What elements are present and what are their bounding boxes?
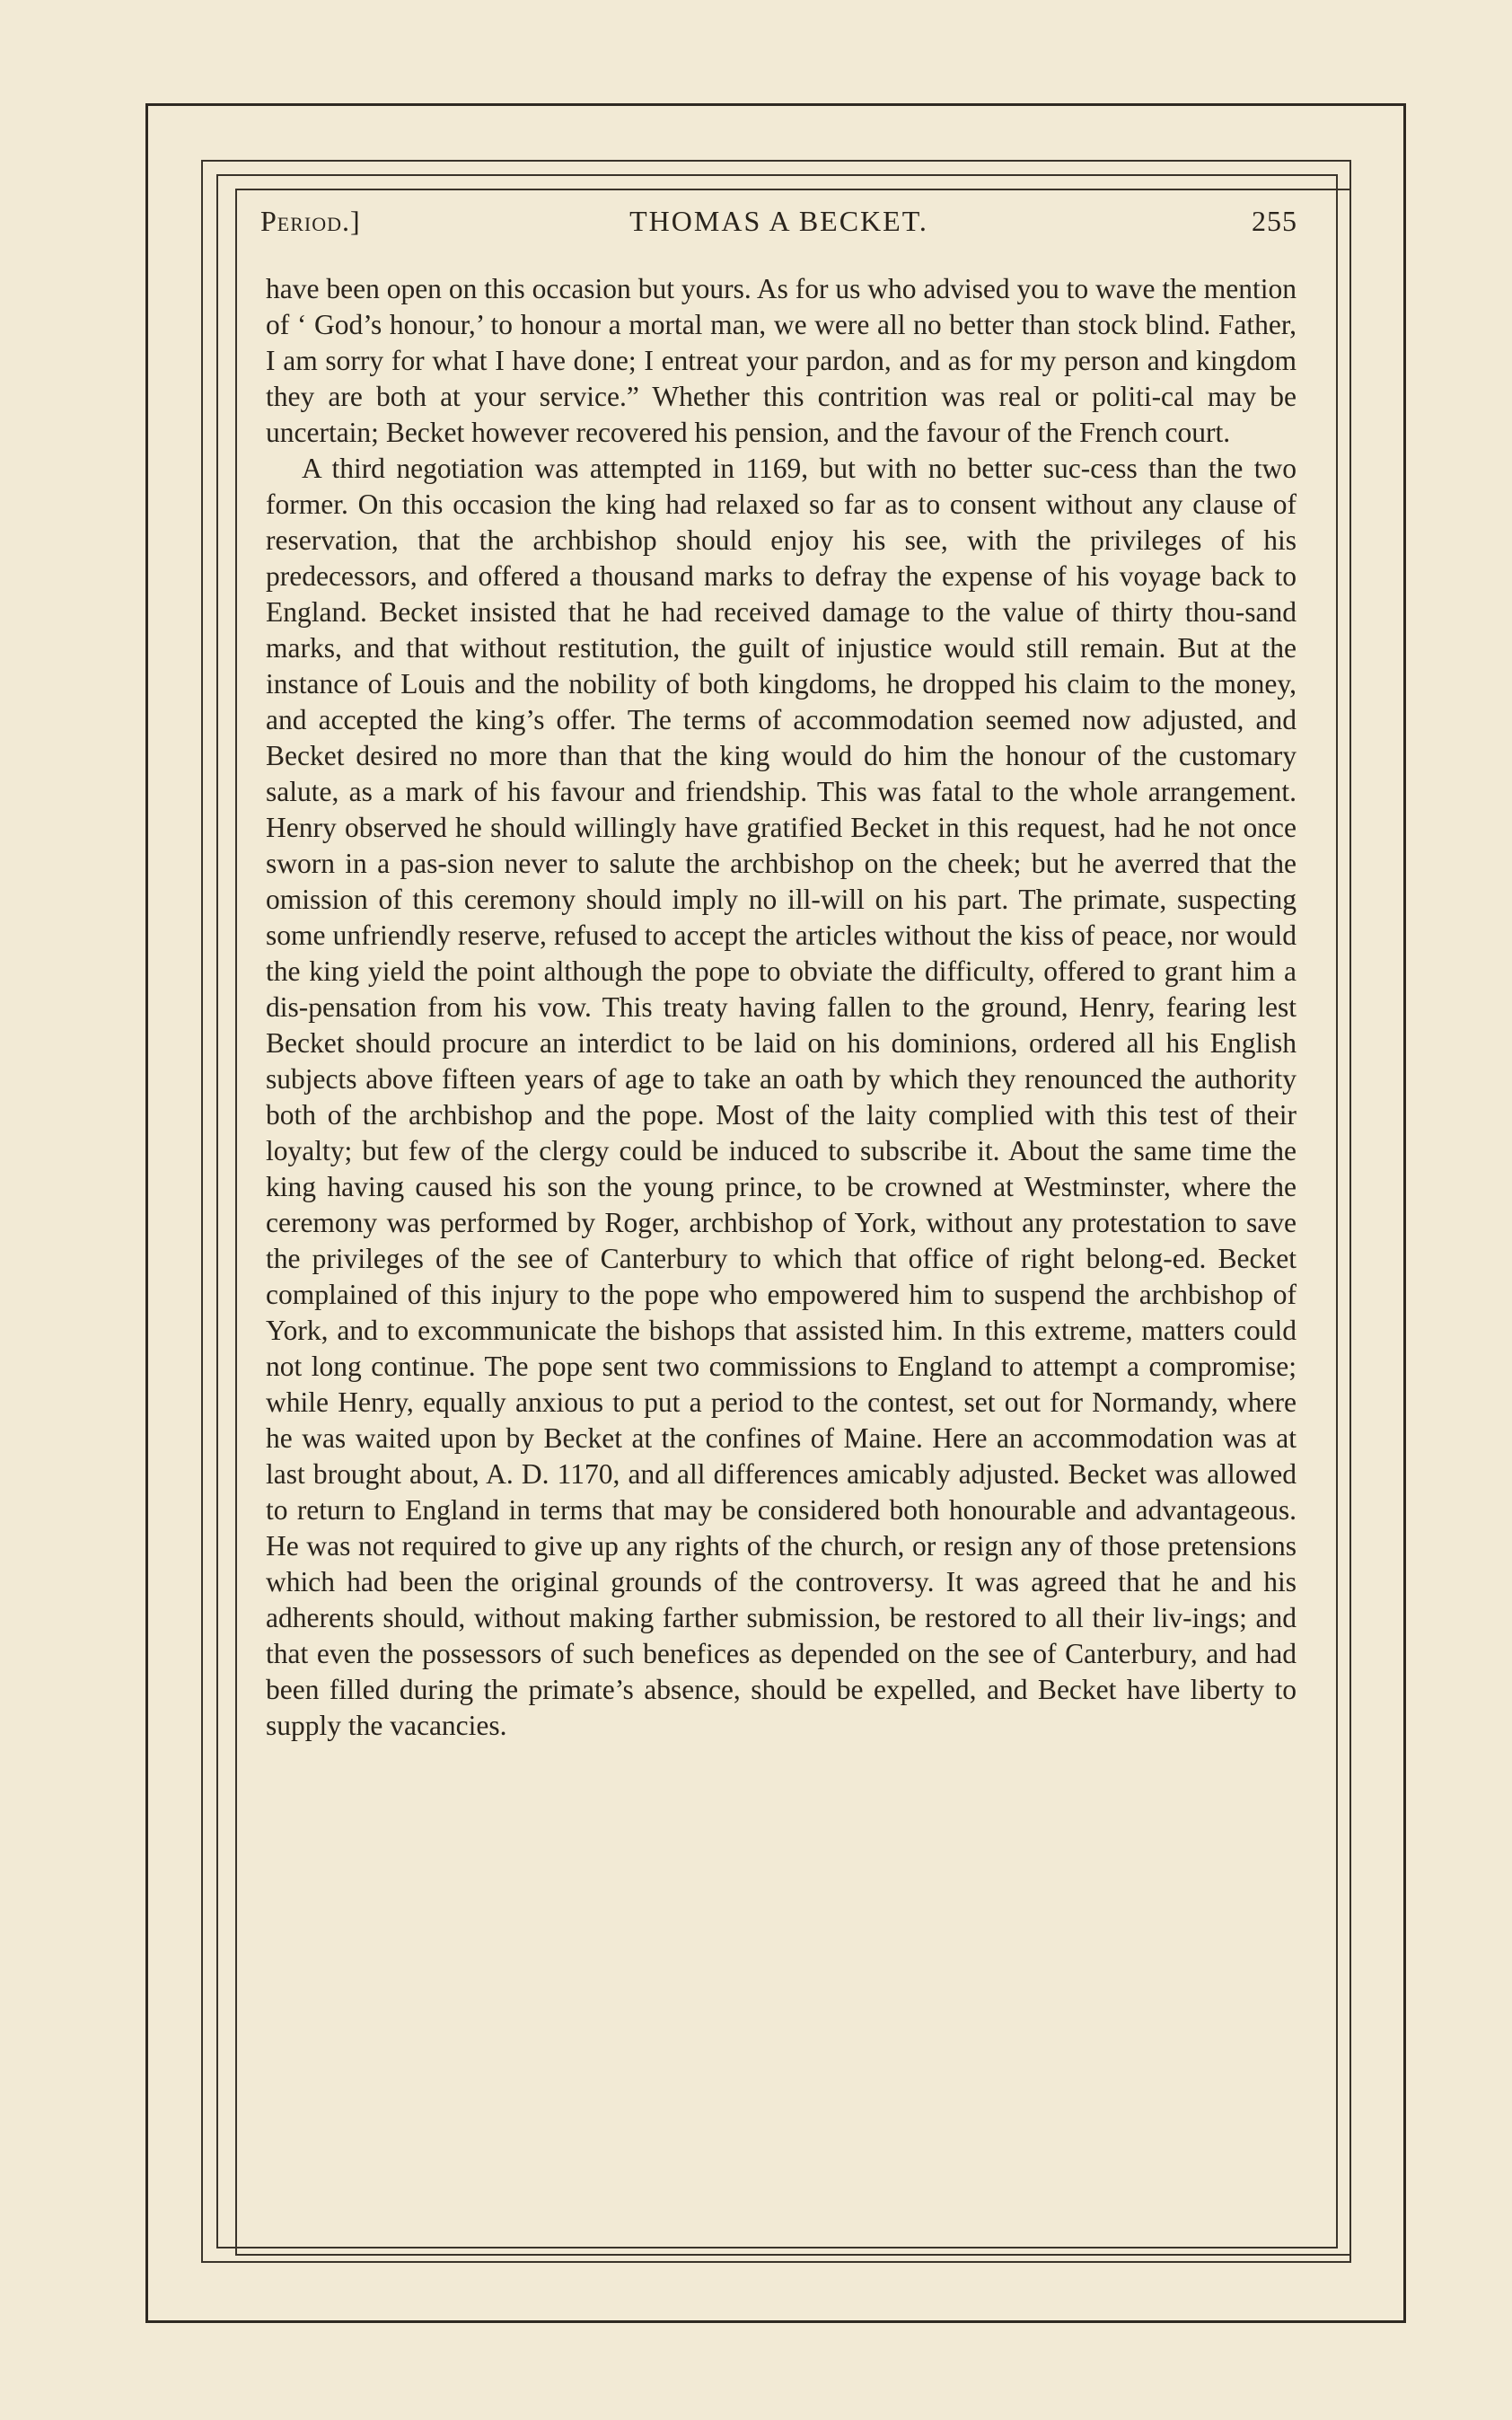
body-text — [266, 271, 1297, 1744]
paragraph-2: A third negotiation was attempted in 1169, but with no better suc-cess than the two former. On this occasion the king had relaxed so far as to consent without any clause of reservation, that the archbishop should enjoy his see, with the privileges of his predecessors, and offered a thousand marks to defray the expense of his voyage back to England. Becket insisted that he had received damage to the value of thirty thou-sand marks, and that without restitution, the guilt of injustice would still remain. But at the instance of Louis and the nobility of both kingdoms, he dropped his claim to the money, and accepted the king’s offer. The terms of accommodation seemed now adjusted, and Becket desired no more than that the king would do him the honour of the customary salute, as a mark of his favour and friendship. This was fatal to the whole arrangement. Henry observed he should willingly have gratified Becket in this request, had he not once sworn in a pas-sion never to salute the archbishop on the cheek; but he averred that the omission of this ceremony should imply no ill-will on his part. The primate, suspecting some unfriendly reserve, refused to accept the articles without the kiss of peace, nor would the king yield the point although the pope to obviate the difficulty, offered to grant him a dis-pensation from his vow. This treaty having fallen to the ground, Henry, fearing lest Becket should procure an interdict to be laid on his dominions, ordered all his English subjects above fifteen years of age to take an oath by which they renounced the authority both of the archbishop and the pope. Most of the laity complied with this test of their loyalty; but few of the clergy could be induced to subscribe it. About the same time the king having caused his son the young prince, to be crowned at Westminster, where the ceremony was performed by Roger, archbishop of York, without any protestation to save the privileges of the see of Canterbury to which that office of right belong-ed. Becket complained of this injury to the pope who empowered him to suspend the archbishop of York, and to excommunicate the bishops that assisted him. In this extreme, matters could not long continue. The pope sent two commissions to England to attempt a compromise; while Henry, equally anxious to put a period to the contest, set out for Normandy, where he was waited upon by Becket at the confines of Maine. Here an accommodation was at last brought about, A. D. 1170, and all differences amicably adjusted. Becket was allowed to return to England in terms that may be considered both honourable and advantageous. He was not required to give up any rights of the church, or resign any of those pretensions which had been the original grounds of the controversy. It was agreed that he and his adherents should, without making farther submission, be restored to all their liv-ings; and that even the possessors of such benefices as depended on the see of Canterbury, and had been filled during the primate’s absence, should be expelled, and Becket have liberty to supply the vacancies. — [266, 453, 1297, 1741]
header-section-label: Period.] — [260, 205, 361, 237]
page-number: 255 — [1252, 205, 1297, 237]
paragraph-1: have been open on this occasion but yours. As for us who advised you to wave the mention of ‘ God’s honour,’ to honour a mortal man, we were all no better than stock blind. Father, I am sorry for what I have done; I entreat your pardon, and as for my person and kingdom they are both at your service.” Whether this contrition was real or politi-cal may be uncertain; Becket however recovered his pension, and the favour of the French court. — [266, 273, 1297, 448]
page-title: THOMAS A BECKET. — [629, 205, 928, 237]
running-header — [260, 205, 1297, 255]
